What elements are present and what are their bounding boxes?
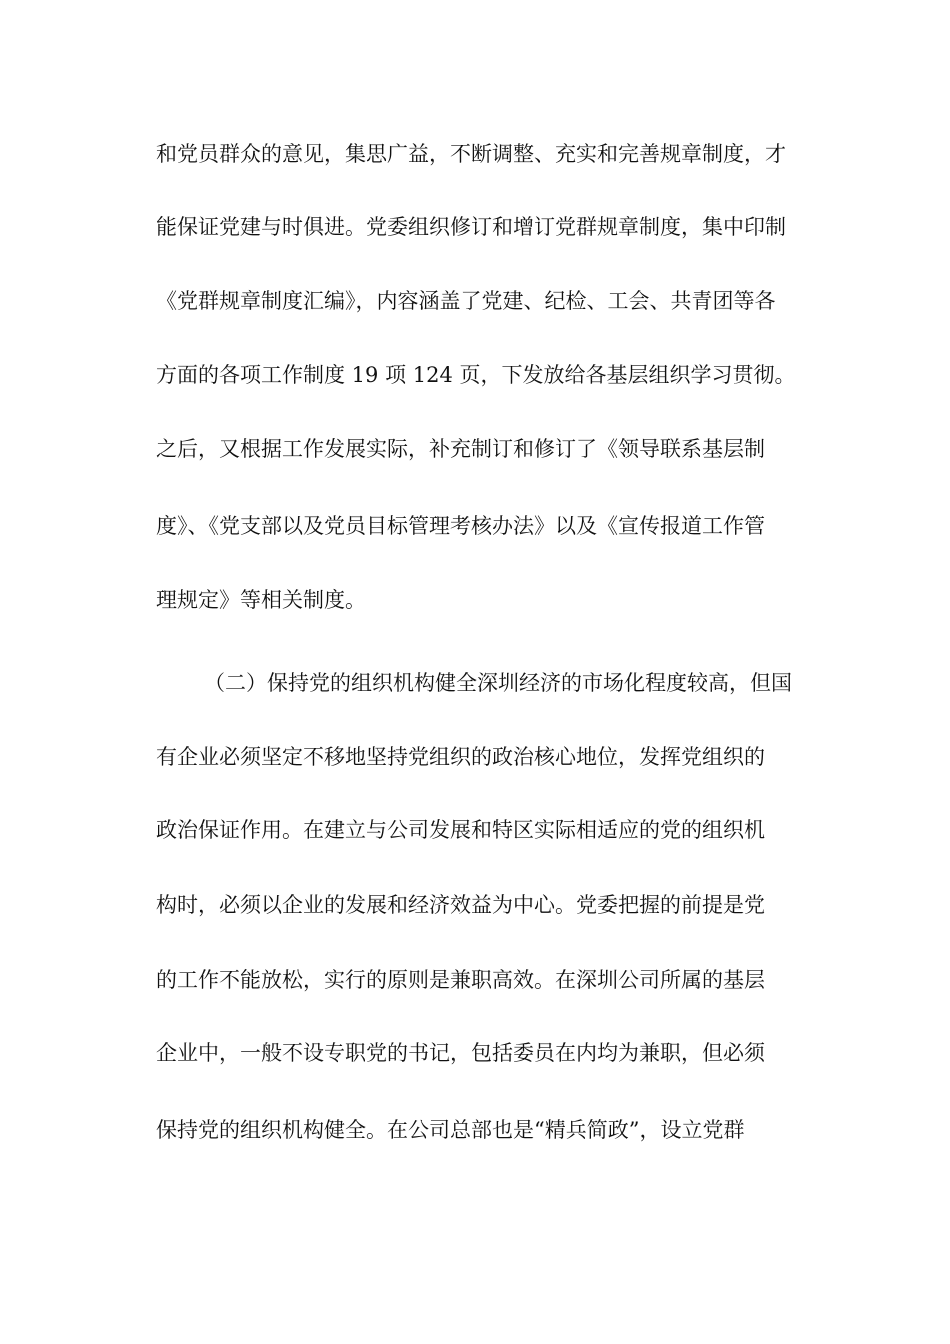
- text-line-7: 理规定》等相关制度。: [156, 588, 366, 612]
- text-line-6: 度》、《党支部以及党员目标管理考核办法》以及《宣传报道工作管: [156, 514, 765, 538]
- text-line-9: 有企业必须坚定不移地坚持党组织的政治核心地位，发挥党组织的: [156, 745, 765, 769]
- text-line-2: 能保证党建与时俱进。党委组织修订和增订党群规章制度，集中印制: [156, 215, 786, 239]
- text-line-5: 之后，又根据工作发展实际，补充制订和修订了《领导联系基层制: [156, 437, 765, 461]
- text-line-10: 政治保证作用。在建立与公司发展和特区实际相适应的党的组织机: [156, 818, 765, 842]
- text-line-4: 方面的各项工作制度 19 项 124 页，下发放给各基层组织学习贯彻。: [156, 363, 796, 387]
- text-line-12: 的工作不能放松，实行的原则是兼职高效。在深圳公司所属的基层: [156, 968, 765, 992]
- text-line-3: 《党群规章制度汇编》，内容涵盖了党建、纪检、工会、共青团等各: [156, 289, 776, 313]
- text-line-11: 构时，必须以企业的发展和经济效益为中心。党委把握的前提是党: [156, 893, 765, 917]
- text-line-1: 和党员群众的意见，集思广益，不断调整、充实和完善规章制度，才: [156, 142, 786, 166]
- text-line-14: 保持党的组织机构健全。在公司总部也是“精兵简政”，设立党群: [156, 1118, 745, 1142]
- text-line-8: （二）保持党的组织机构健全深圳经济的市场化程度较高，但国: [204, 671, 792, 695]
- text-line-13: 企业中，一般不设专职党的书记，包括委员在内均为兼职，但必须: [156, 1041, 765, 1065]
